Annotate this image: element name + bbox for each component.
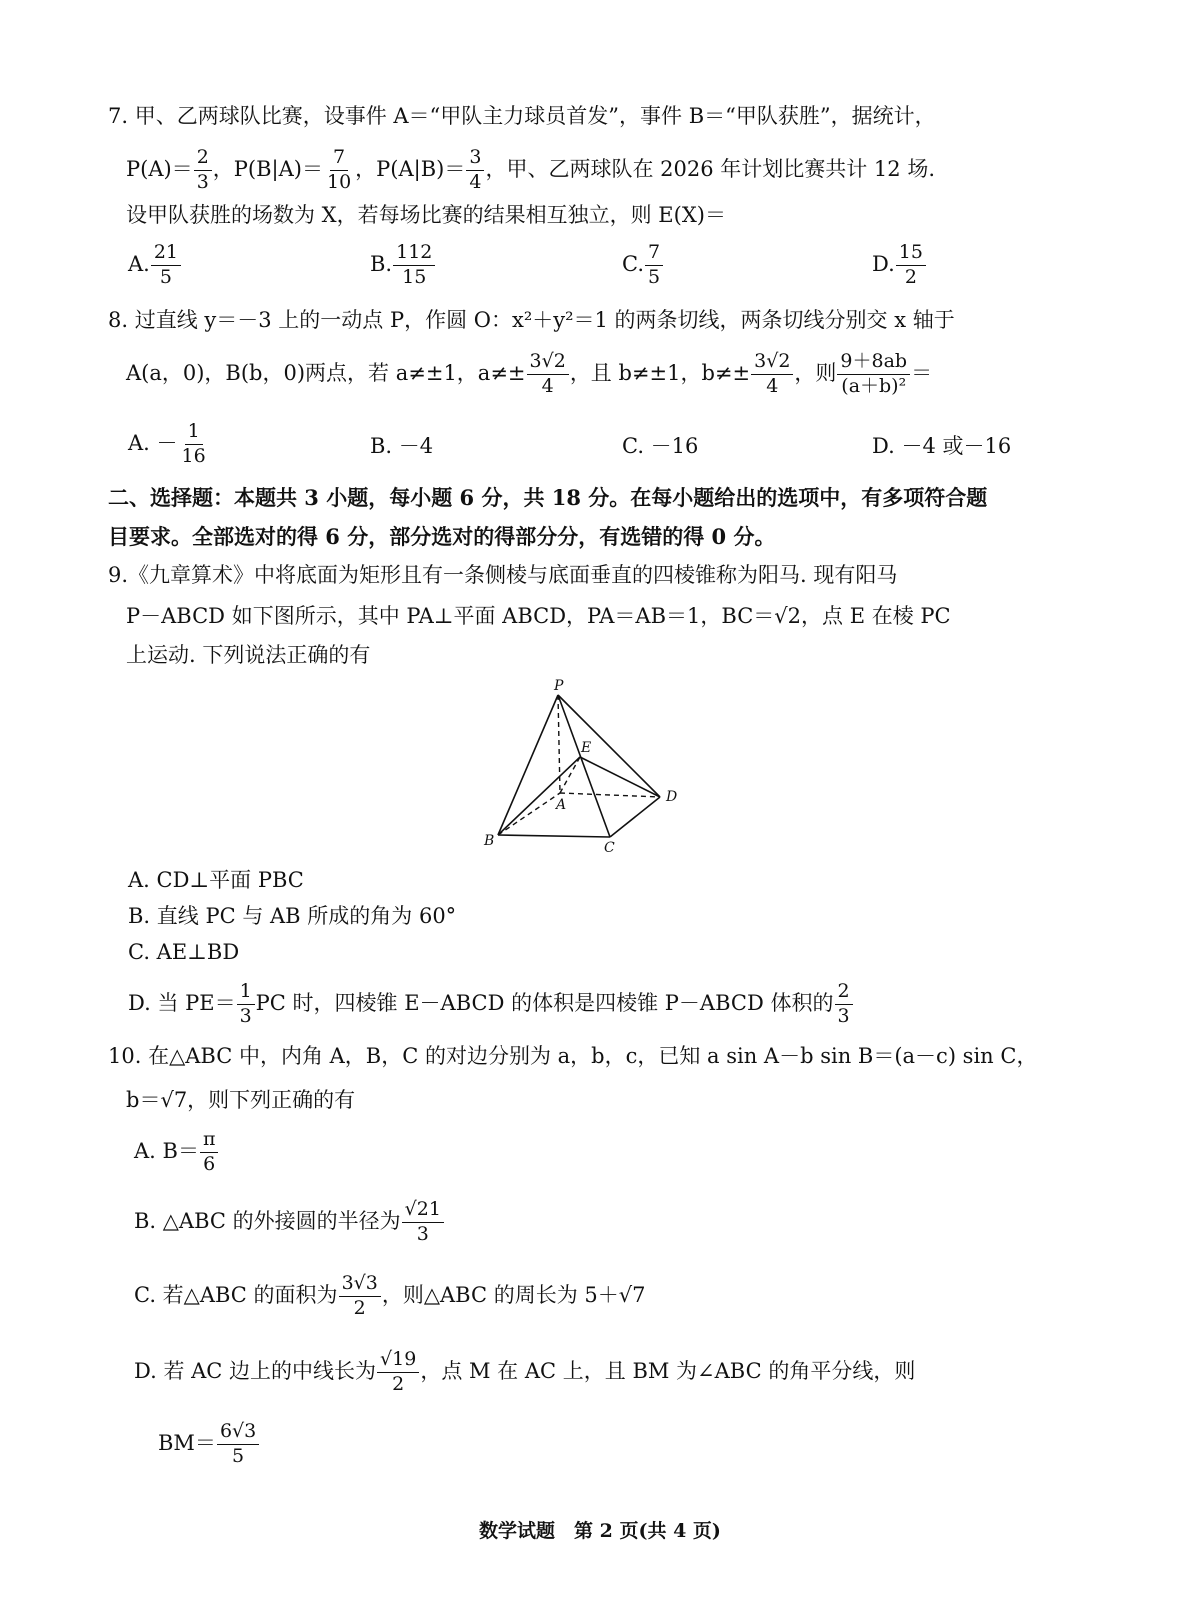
q7-option-b: B. $\frac{112}{15}$ bbox=[370, 243, 436, 288]
vertex-label-e: E bbox=[581, 740, 592, 756]
q8-fraction-3: $\frac{9+8ab}{\text{(a＋b)²}}$ bbox=[837, 352, 910, 397]
q8-fraction-1: $\frac{3√2}{4}$ bbox=[527, 352, 569, 397]
section2-heading-line2: 目要求。全部选对的得 6 分，部分选对的得部分分，有选错的得 0 分。 bbox=[108, 524, 776, 549]
q9-option-d: D. 当 PE＝ $\frac{1}{3}$ PC 时，四棱锥 E－ABCD 的体积是四棱锥 P－ABCD 体积的 $\frac{2}{3}$ bbox=[128, 982, 854, 1027]
q10-option-d-cont: BM＝ $\frac{6√3}{5}$ bbox=[158, 1422, 260, 1467]
q10-option-c: C. 若△ABC 的面积为 $\frac{3√3}{2}$ ，则△ABC 的周长为 5＋√7 bbox=[134, 1272, 646, 1319]
q7-pab-prefix: ，P(A|B)＝ bbox=[355, 156, 466, 181]
page-footer: 数学试题 第 2 页(共 4 页) bbox=[479, 1520, 721, 1542]
q7-line3: 设甲队获胜的场数为 X，若每场比赛的结果相互独立，则 E(X)＝ bbox=[126, 203, 726, 227]
q7-line1: 7. 甲、乙两球队比赛，设事件 A＝“甲队主力球员首发”，事件 B＝“甲队获胜”，据统计， bbox=[108, 104, 936, 128]
vertex-label-d: D bbox=[666, 789, 678, 805]
q9-option-b: B. 直线 PC 与 AB 所成的角为 60° bbox=[128, 904, 457, 928]
q10-option-a: A. B＝ $\frac{\pi}{6}$ bbox=[134, 1130, 219, 1175]
q7-pab-fraction: $\frac{3}{4}$ bbox=[466, 148, 484, 193]
q7-pba-fraction: $\frac{7}{10}$ bbox=[326, 146, 352, 193]
q7-option-d: D. $\frac{15}{2}$ bbox=[872, 243, 927, 288]
q8-line1: 8. 过直线 y＝－3 上的一动点 P，作圆 O：x²＋y²＝1 的两条切线，两条切线分别交 x 轴于 bbox=[108, 308, 955, 332]
q7-pa-prefix: P(A)＝ bbox=[126, 156, 193, 181]
q9-line3: 上运动. 下列说法正确的有 bbox=[126, 643, 371, 667]
q7-option-a: A. $\frac{21}{5}$ bbox=[128, 243, 182, 288]
q7-line2 bbox=[126, 148, 935, 193]
q8-option-b: B. －4 bbox=[370, 434, 434, 458]
q10-option-b: B. △ABC 的外接圆的半径为 $\frac{√21}{3}$ bbox=[134, 1200, 445, 1245]
q10-option-d: D. 若 AC 边上的中线长为 $\frac{√19}{2}$ ，点 M 在 AC 上，且 BM 为∠ABC 的角平分线，则 bbox=[134, 1348, 916, 1395]
q7-option-c: C. $\frac{7}{5}$ bbox=[622, 243, 664, 288]
vertex-label-c: C bbox=[604, 840, 615, 856]
q9-line2: P－ABCD 如下图所示，其中 PA⊥平面 ABCD，PA＝AB＝1，BC＝√2，点 E 在棱 PC bbox=[126, 604, 951, 628]
vertex-label-a: A bbox=[556, 797, 567, 813]
vertex-label-b: B bbox=[484, 833, 495, 849]
q8-fraction-2: $\frac{3√2}{4}$ bbox=[751, 352, 793, 397]
q9-option-a: A. CD⊥平面 PBC bbox=[128, 868, 304, 892]
vertex-label-p: P bbox=[554, 678, 564, 694]
q9-line1: 9.《九章算术》中将底面为矩形且有一条侧棱与底面垂直的四棱锥称为阳马. 现有阳马 bbox=[108, 563, 898, 587]
q10-line2: b＝√7，则下列正确的有 bbox=[126, 1088, 356, 1112]
q7-line2-suffix: ，甲、乙两球队在 2026 年计划比赛共计 12 场. bbox=[485, 156, 936, 181]
q7-pa-fraction: $\frac{2}{3}$ bbox=[194, 148, 212, 193]
q8-option-a: A. － $\frac{1}{16}$ bbox=[128, 420, 206, 467]
q8-option-d: D. －4 或－16 bbox=[872, 434, 1012, 458]
q7-pba-prefix: ，P(B|A)＝ bbox=[212, 156, 323, 181]
section2-heading-line1: 二、选择题：本题共 3 小题，每小题 6 分，共 18 分。在每小题给出的选项中，有多项符合题 bbox=[108, 485, 988, 510]
q9-option-c: C. AE⊥BD bbox=[128, 940, 240, 964]
q8-line2: A(a，0)，B(b，0)两点，若 a≠±1，a≠± $\frac{3√2}{4}$ ，且 b≠±1，b≠± $\frac{3√2}{4}$ ，则 $\frac{9+8ab}{\text{(a＋b)²}}$ ＝ bbox=[126, 350, 933, 397]
q10-line1: 10. 在△ABC 中，内角 A，B，C 的对边分别为 a，b，c，已知 a sin A－b sin B＝(a－c) sin C， bbox=[108, 1044, 1038, 1068]
q8-option-c: C. －16 bbox=[622, 434, 699, 458]
pyramid-figure bbox=[470, 675, 710, 860]
